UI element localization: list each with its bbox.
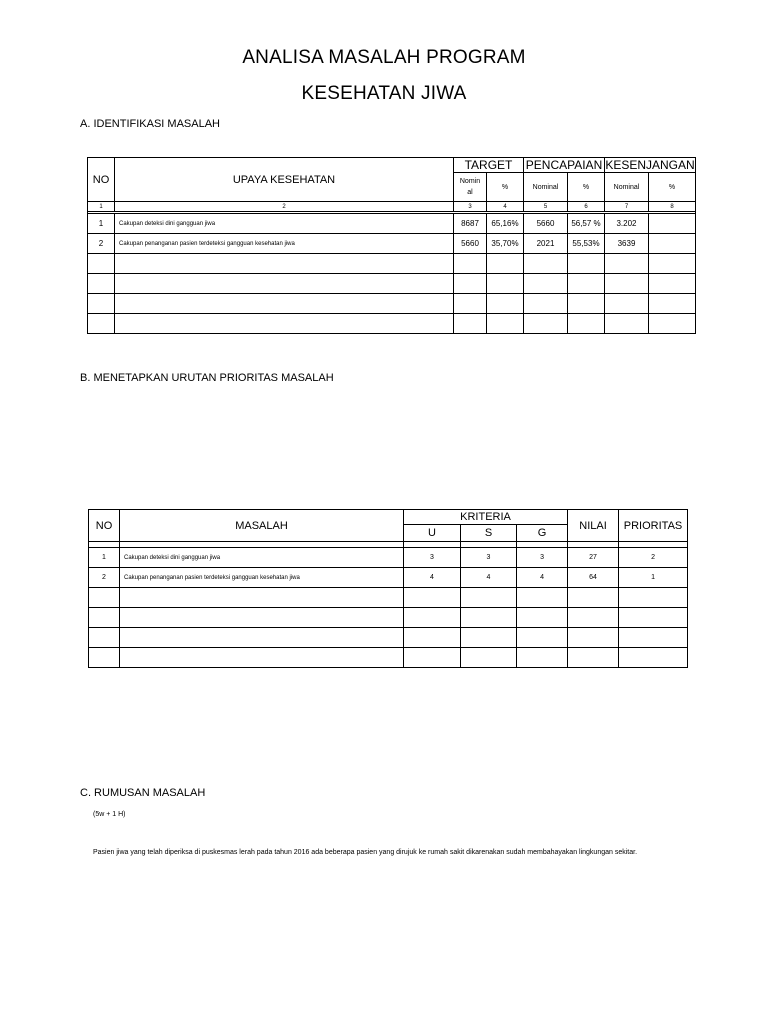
- page-title-line2: KESEHATAN JIWA: [301, 83, 467, 104]
- identifikasi-masalah-table: [87, 157, 696, 334]
- table-row: [89, 548, 688, 568]
- col-number: 8: [649, 202, 696, 212]
- empty-row: [89, 628, 688, 648]
- empty-row: [88, 274, 696, 294]
- cell-masalah: Cakupan deteksi dini gangguan jiwa: [120, 548, 404, 568]
- empty-row: [89, 648, 688, 668]
- table-row: [88, 234, 696, 254]
- col-number: 1: [88, 202, 115, 212]
- cell-target-nominal: 5660: [454, 234, 487, 254]
- col-number: 4: [487, 202, 524, 212]
- header-kesenjangan: KESENJANGAN: [605, 158, 695, 172]
- empty-row: [88, 294, 696, 314]
- cell-pencapaian-nominal: 5660: [524, 214, 568, 234]
- col-number: 5: [524, 202, 568, 212]
- cell-upaya: Cakupan deteksi dini gangguan jiwa: [115, 214, 454, 234]
- cell-s: 3: [461, 548, 517, 568]
- header-target-pct: %: [487, 173, 524, 202]
- section-b-heading: B. MENETAPKAN URUTAN PRIORITAS MASALAH: [80, 372, 334, 384]
- section-a-heading: A. IDENTIFIKASI MASALAH: [80, 118, 220, 130]
- formula-note: (5w + 1 H): [93, 811, 126, 818]
- cell-upaya: Cakupan penanganan pasien terdeteksi gangguan kesehatan jiwa: [115, 234, 454, 254]
- cell-no: 1: [88, 214, 115, 234]
- cell-target-pct: 35,70%: [487, 234, 524, 254]
- header-no: NO: [89, 510, 120, 542]
- header-kesenjangan-nominal: Nominal: [605, 173, 649, 202]
- header-u: U: [404, 525, 461, 542]
- cell-kesenjangan-nominal: 3.202: [605, 214, 649, 234]
- cell-s: 4: [461, 568, 517, 588]
- cell-kesenjangan-nominal: 3639: [605, 234, 649, 254]
- header-target: TARGET: [454, 158, 524, 173]
- col-number: 7: [605, 202, 649, 212]
- cell-no: 1: [89, 548, 120, 568]
- header-pencapaian-pct: %: [568, 173, 605, 202]
- empty-row: [88, 254, 696, 274]
- header-kesenjangan-pct: %: [649, 173, 696, 202]
- section-c-heading: C. RUMUSAN MASALAH: [80, 787, 206, 799]
- cell-masalah: Cakupan penanganan pasien terdeteksi gangguan kesehatan jiwa: [120, 568, 404, 588]
- cell-kesenjangan-pct: [649, 234, 696, 254]
- cell-pencapaian-nominal: 2021: [524, 234, 568, 254]
- header-kriteria: KRITERIA: [404, 510, 568, 525]
- rumusan-paragraph: Pasien jiwa yang telah diperiksa di puskesmas lerah pada tahun 2016 ada beberapa pasien yang dirujuk ke rumah sakit dikarenakan sudah membahayakan lingkungan sekitar.: [93, 849, 638, 856]
- cell-no: 2: [88, 234, 115, 254]
- cell-pencapaian-pct: 55,53%: [568, 234, 605, 254]
- header-target-nominal: Nomin al: [454, 173, 487, 202]
- cell-pencapaian-pct: 56,57 %: [568, 214, 605, 234]
- cell-kesenjangan-pct: [649, 214, 696, 234]
- cell-target-pct: 65,16%: [487, 214, 524, 234]
- header-nilai: NILAI: [568, 510, 619, 542]
- table-row: [89, 568, 688, 588]
- header-g: G: [517, 525, 568, 542]
- cell-u: 4: [404, 568, 461, 588]
- header-upaya-kesehatan: UPAYA KESEHATAN: [115, 158, 454, 202]
- table-row: [88, 214, 696, 234]
- empty-row: [89, 608, 688, 628]
- cell-target-nominal: 8687: [454, 214, 487, 234]
- header-no: NO: [88, 158, 115, 202]
- cell-u: 3: [404, 548, 461, 568]
- cell-g: 4: [517, 568, 568, 588]
- header-masalah: MASALAH: [120, 510, 404, 542]
- cell-nilai: 64: [568, 568, 619, 588]
- cell-nilai: 27: [568, 548, 619, 568]
- cell-prioritas: 1: [619, 568, 688, 588]
- col-number: 6: [568, 202, 605, 212]
- prioritas-masalah-table: [88, 509, 688, 668]
- empty-row: [89, 588, 688, 608]
- cell-prioritas: 2: [619, 548, 688, 568]
- header-prioritas: PRIORITAS: [619, 510, 688, 542]
- header-pencapaian: PENCAPAIAN: [524, 158, 605, 173]
- cell-no: 2: [89, 568, 120, 588]
- page-title-line1: ANALISA MASALAH PROGRAM: [242, 47, 526, 68]
- header-pencapaian-nominal: Nominal: [524, 173, 568, 202]
- cell-g: 3: [517, 548, 568, 568]
- header-s: S: [461, 525, 517, 542]
- col-number: 2: [115, 202, 454, 212]
- col-number: 3: [454, 202, 487, 212]
- empty-row: [88, 314, 696, 334]
